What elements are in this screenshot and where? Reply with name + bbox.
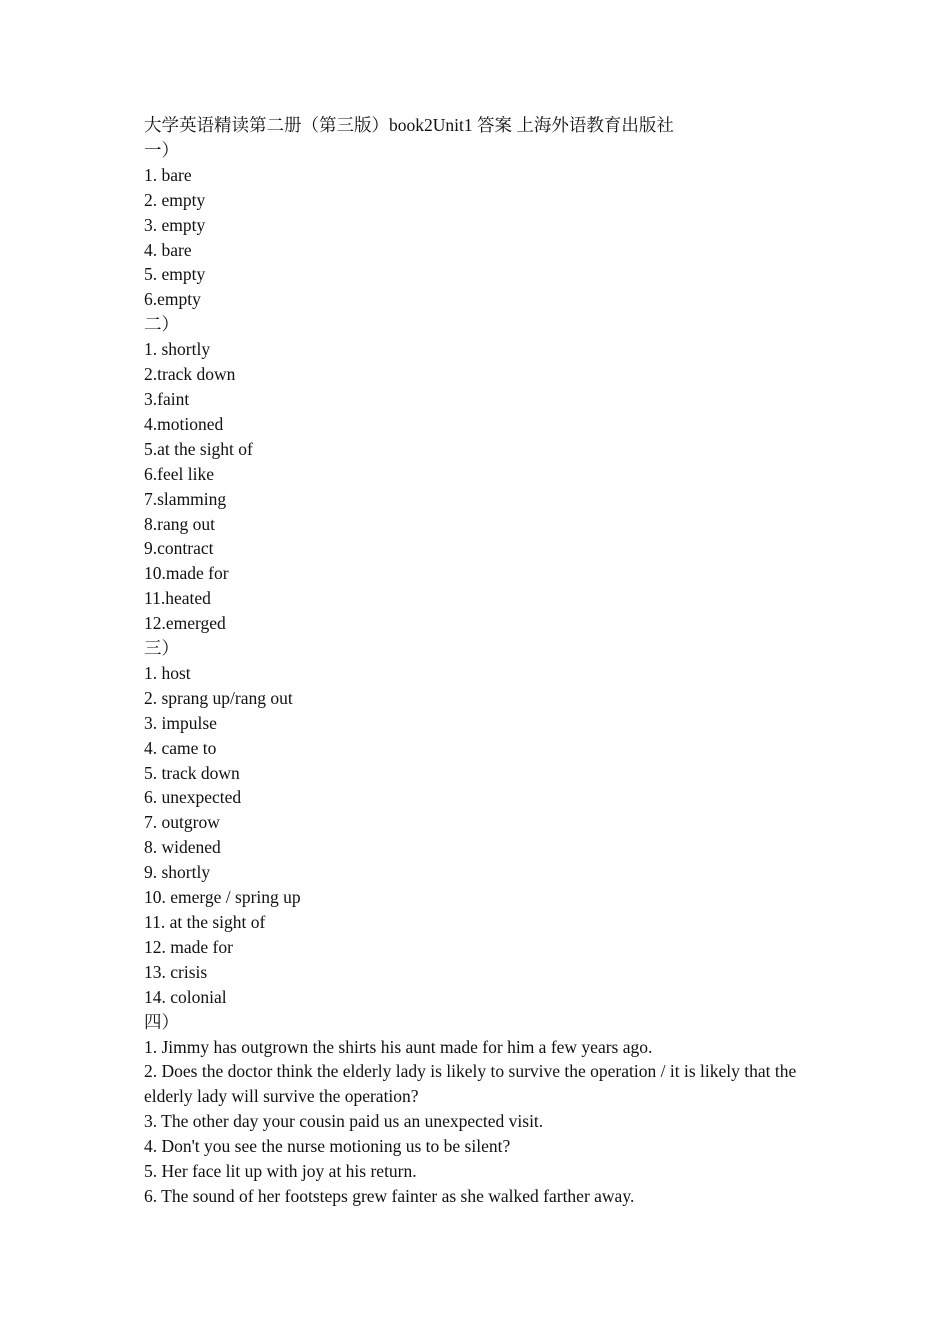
answer-item: 3.faint [144, 388, 190, 409]
sentence-item: 6. The sound of her footsteps grew fainter as she walked farther away. [144, 1185, 635, 1206]
answer-item: 13. crisis [144, 961, 208, 982]
answer-item: 12.emerged [144, 613, 226, 634]
document-title: 大学英语精读第二册（第三版）book2Unit1 答案 上海外语教育出版社 [144, 115, 674, 135]
answer-item: 8.rang out [144, 513, 215, 534]
section-heading-3: 三） [144, 638, 179, 659]
answer-item: 10. emerge / spring up [144, 887, 301, 908]
answer-item: 5. empty [144, 264, 206, 285]
answer-item: 6. unexpected [144, 787, 242, 808]
answer-item: 7. outgrow [144, 812, 220, 833]
answer-item: 6.feel like [144, 463, 214, 484]
answer-item: 9. shortly [144, 862, 211, 883]
sentence-item: 3. The other day your cousin paid us an unexpected visit. [144, 1111, 544, 1132]
answer-item: 1. bare [144, 164, 192, 185]
answer-item: 5. track down [144, 762, 240, 783]
answer-item: 5.at the sight of [144, 438, 253, 459]
answer-item: 4. came to [144, 737, 217, 758]
answer-item: 3. impulse [144, 712, 217, 733]
answer-item: 2.track down [144, 364, 236, 385]
sentence-item: 1. Jimmy has outgrown the shirts his aunt made for him a few years ago. [144, 1036, 653, 1057]
sentence-item: 2. Does the doctor think the elderly lady is likely to survive the operation / it is likely that the elderly lady will survive the operation? [144, 1061, 797, 1107]
answer-item: 14. colonial [144, 986, 227, 1007]
answer-item: 1. host [144, 662, 191, 683]
document-page [144, 113, 816, 1209]
answer-item: 10.made for [144, 563, 229, 584]
section-heading-1: 一） [144, 139, 179, 160]
answer-item: 11. at the sight of [144, 912, 266, 932]
answer-item: 2. empty [144, 189, 206, 210]
answer-item: 6.empty [144, 289, 201, 310]
answer-item: 8. widened [144, 837, 221, 858]
answer-item: 12. made for [144, 936, 233, 957]
section-heading-4: 四） [144, 1011, 179, 1032]
sentence-item: 5. Her face lit up with joy at his return. [144, 1161, 417, 1182]
sentence-item: 4. Don't you see the nurse motioning us to be silent? [144, 1136, 511, 1157]
section-heading-2: 二） [144, 314, 179, 335]
answer-item: 2. sprang up/rang out [144, 687, 293, 708]
answer-item: 7.slamming [144, 488, 227, 509]
answer-item: 9.contract [144, 538, 214, 559]
answer-item: 3. empty [144, 214, 206, 235]
answer-item: 4.motioned [144, 413, 224, 434]
answer-item: 1. shortly [144, 339, 211, 360]
answer-item: 4. bare [144, 239, 192, 260]
answer-item: 11.heated [144, 588, 211, 609]
